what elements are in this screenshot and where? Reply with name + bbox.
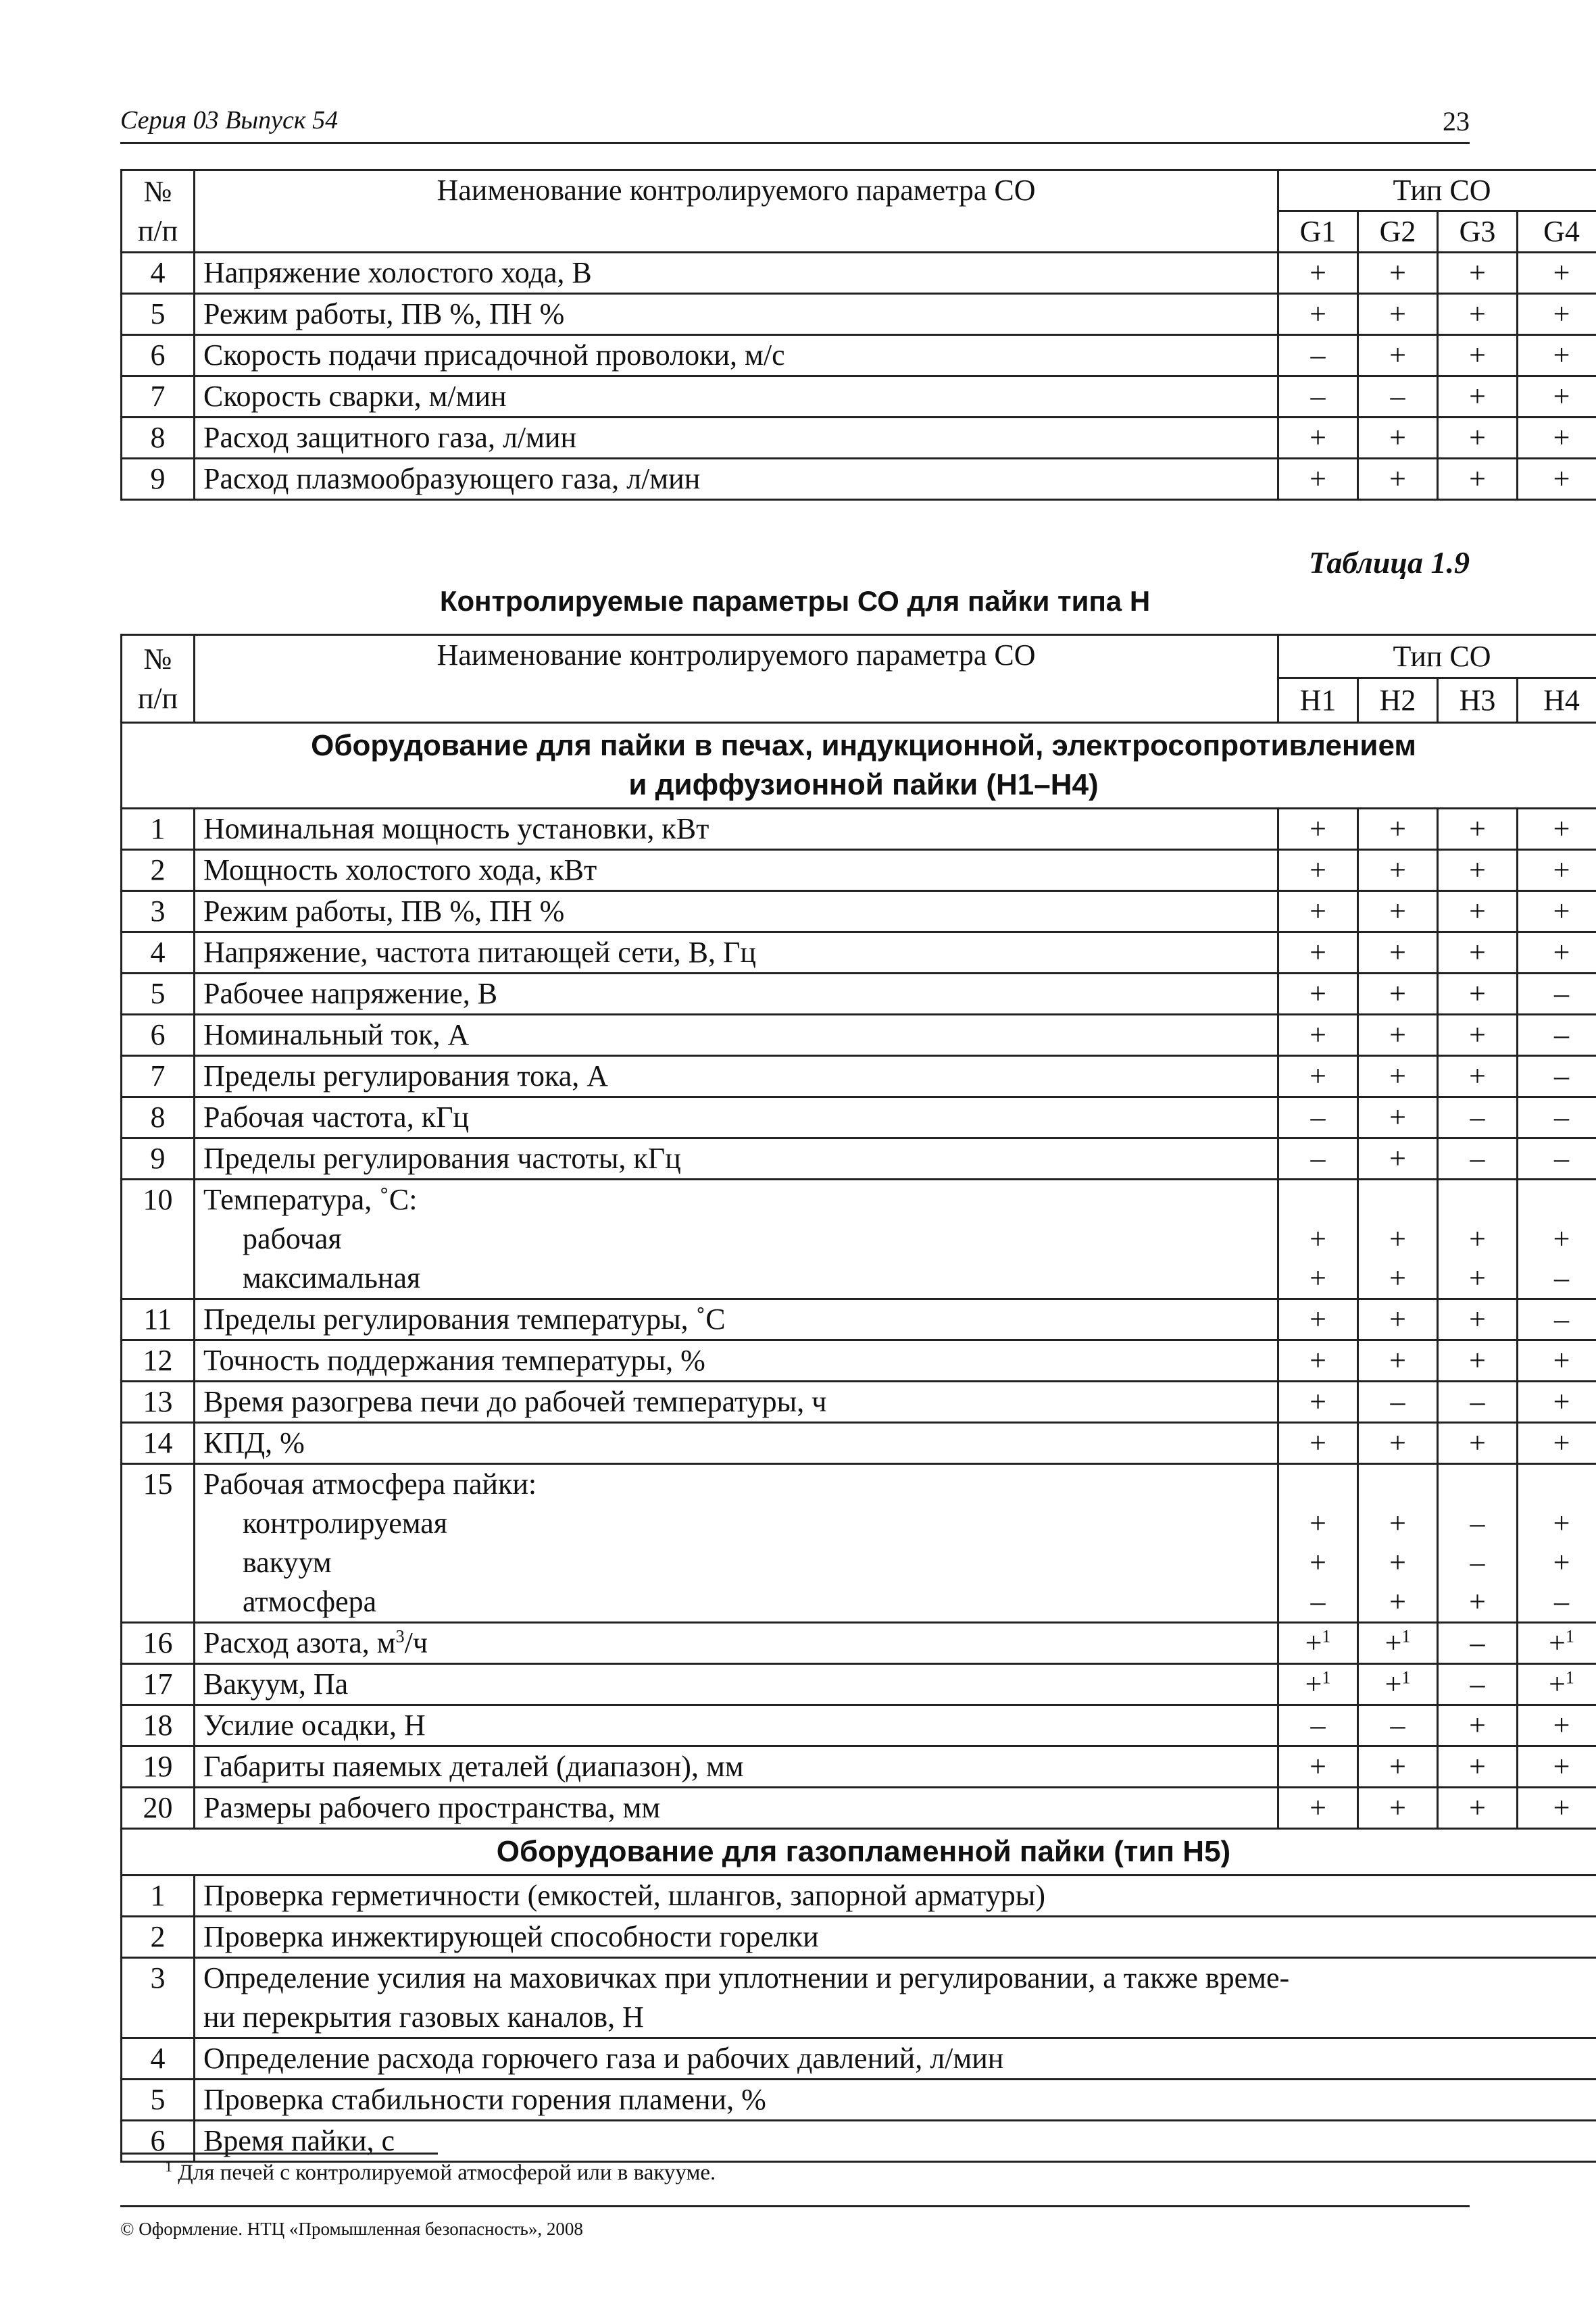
mark-cell: + (1438, 335, 1518, 376)
mark-cell: + (1438, 459, 1518, 500)
mark-cell: – (1438, 1623, 1518, 1664)
mark-cell: – (1278, 376, 1358, 418)
table-row (122, 294, 1596, 335)
mark-cell: + (1358, 253, 1438, 294)
header-param-name: Наименование контролируемого параметра СО (195, 635, 1278, 723)
table-row (122, 1015, 1596, 1056)
mark-cell: + (1518, 809, 1596, 850)
mark-cell: +$^1$ (1358, 1623, 1438, 1664)
row-param-name: Режим работы, ПВ %, ПН % (195, 891, 1278, 932)
mark-cell: + (1358, 418, 1438, 459)
row-number: 6 (122, 335, 195, 376)
mark-cell: – (1278, 1705, 1358, 1746)
mark-cell: – (1518, 1138, 1596, 1180)
row-number: 11 (122, 1299, 195, 1340)
mark-cell: + (1358, 1340, 1438, 1382)
type-g3: G3 (1438, 211, 1518, 253)
table-row (122, 1299, 1596, 1340)
row-number: 15 (122, 1464, 195, 1623)
mark-cell: + (1358, 1097, 1438, 1138)
mark-cell: + (1518, 1423, 1596, 1464)
mark-cell: – (1358, 1705, 1438, 1746)
mark-cell: – (1518, 1097, 1596, 1138)
row-number: 7 (122, 376, 195, 418)
mark-cell: – (1278, 335, 1358, 376)
mark-cell: + (1278, 1788, 1358, 1829)
row-param-name: Определение расхода горючего газа и рабочих давлений, л/мин (195, 2038, 1596, 2080)
table-row (122, 459, 1596, 500)
row-number: 8 (122, 1097, 195, 1138)
row-param-name: Проверка инжектирующей способности горелки (195, 1917, 1596, 1958)
mark-cell: + (1358, 974, 1438, 1015)
table-row (122, 418, 1596, 459)
row-param-name: Рабочее напряжение, В (195, 974, 1278, 1015)
mark-cell: + (1438, 1056, 1518, 1097)
row-number: 10 (122, 1180, 195, 1299)
mark-cell: + (1518, 1746, 1596, 1788)
table-row (122, 809, 1596, 850)
mark-cell: + (1358, 1746, 1438, 1788)
mark-cell: + (1358, 1015, 1438, 1056)
row-param-name: Номинальный ток, А (195, 1015, 1278, 1056)
row-param-name: Напряжение холостого хода, В (195, 253, 1278, 294)
mark-cell: + (1518, 1340, 1596, 1382)
mark-cell: + – (1518, 1180, 1596, 1299)
mark-cell: + (1438, 1788, 1518, 1829)
mark-cell: + (1278, 932, 1358, 974)
header-type: Тип СО (1278, 635, 1596, 678)
row-param-name: Расход плазмообразующего газа, л/мин (195, 459, 1278, 500)
mark-cell: + (1518, 850, 1596, 891)
row-number: 5 (122, 974, 195, 1015)
page-number: 23 (1443, 106, 1470, 136)
table-row (122, 376, 1596, 418)
mark-cell: + (1518, 1705, 1596, 1746)
row-param-name: Рабочая атмосфера пайки: контролируемая вакуум атмосфера (195, 1464, 1278, 1623)
mark-cell: + (1438, 1423, 1518, 1464)
table-row (122, 1788, 1596, 1829)
mark-cell: + (1358, 459, 1438, 500)
mark-cell: + (1438, 850, 1518, 891)
row-param-name: Расход защитного газа, л/мин (195, 418, 1278, 459)
mark-cell: + (1518, 294, 1596, 335)
table-row (122, 932, 1596, 974)
footer-rule (120, 2205, 1470, 2207)
table-row (122, 253, 1596, 294)
mark-cell: + (1278, 1382, 1358, 1423)
type-g1: G1 (1278, 211, 1358, 253)
mark-cell: + (1278, 1299, 1358, 1340)
type-g2: G2 (1358, 211, 1438, 253)
header-param-name: Наименование контролируемого параметра СО (195, 170, 1278, 253)
mark-cell: + (1438, 376, 1518, 418)
type-h3: Н3 (1438, 678, 1518, 723)
row-number: 4 (122, 2038, 195, 2080)
table-row (122, 1340, 1596, 1382)
row-number: 7 (122, 1056, 195, 1097)
mark-cell: + (1278, 418, 1358, 459)
table-row (122, 1382, 1596, 1423)
mark-cell: + (1518, 932, 1596, 974)
row-param-name: Время разогрева печи до рабочей температуры, ч (195, 1382, 1278, 1423)
table-row (122, 2080, 1596, 2121)
mark-cell: + (1438, 932, 1518, 974)
row-param-name: Вакуум, Па (195, 1664, 1278, 1705)
mark-cell: +$^1$ (1358, 1664, 1438, 1705)
row-param-name: Рабочая частота, кГц (195, 1097, 1278, 1138)
footnote-rule (120, 2153, 438, 2155)
table-row (122, 891, 1596, 932)
mark-cell: + (1278, 974, 1358, 1015)
row-param-name: Расход азота, $м^3/ч$ (195, 1623, 1278, 1664)
table-row (122, 2121, 1596, 2162)
page-header (120, 101, 1470, 144)
mark-cell: + (1278, 1340, 1358, 1382)
row-number: 9 (122, 1138, 195, 1180)
mark-cell: + (1358, 1788, 1438, 1829)
row-param-name: Точность поддержания температуры, % (195, 1340, 1278, 1382)
mark-cell: – (1278, 1138, 1358, 1180)
row-param-name: Режим работы, ПВ %, ПН % (195, 294, 1278, 335)
row-param-name: Мощность холостого хода, кВт (195, 850, 1278, 891)
mark-cell: +$^1$ (1278, 1623, 1358, 1664)
type-h2: Н2 (1358, 678, 1438, 723)
footnote: $^1$ Для печей с контролируемой атмосферой или в вакууме. (165, 2158, 716, 2185)
mark-cell: + + (1278, 1180, 1358, 1299)
row-param-name: Номинальная мощность установки, кВт (195, 809, 1278, 850)
mark-cell: + (1438, 974, 1518, 1015)
mark-cell: + (1438, 1705, 1518, 1746)
row-param-name: Определение усилия на маховичках при уплотнении и регулировании, а также време- ни перекрытия газовых каналов, Н (195, 1958, 1596, 2038)
mark-cell: + (1438, 1340, 1518, 1382)
mark-cell: – (1438, 1097, 1518, 1138)
header-num: № п/п (122, 170, 195, 253)
mark-cell: + (1518, 891, 1596, 932)
mark-cell: – (1278, 1097, 1358, 1138)
table-row (122, 1138, 1596, 1180)
type-h1: Н1 (1278, 678, 1358, 723)
row-number: 13 (122, 1382, 195, 1423)
mark-cell: + (1438, 294, 1518, 335)
table-row (122, 2038, 1596, 2080)
mark-cell: + (1438, 809, 1518, 850)
mark-cell: + (1358, 932, 1438, 974)
mark-cell: + (1278, 459, 1358, 500)
table-row (122, 1423, 1596, 1464)
row-number: 6 (122, 1015, 195, 1056)
mark-cell: – (1438, 1664, 1518, 1705)
row-param-name: Скорость сварки, м/мин (195, 376, 1278, 418)
mark-cell: + (1438, 253, 1518, 294)
row-number: 20 (122, 1788, 195, 1829)
row-param-name: Пределы регулирования тока, А (195, 1056, 1278, 1097)
mark-cell: + (1278, 809, 1358, 850)
mark-cell: – (1358, 1382, 1438, 1423)
row-param-name: Усилие осадки, Н (195, 1705, 1278, 1746)
mark-cell: + (1358, 1423, 1438, 1464)
mark-cell: + (1278, 294, 1358, 335)
row-number: 1 (122, 1876, 195, 1917)
row-param-name: Скорость подачи присадочной проволоки, м/с (195, 335, 1278, 376)
mark-cell: +$^1$ (1518, 1664, 1596, 1705)
row-number: 12 (122, 1340, 195, 1382)
mark-cell: + (1518, 253, 1596, 294)
row-number: 2 (122, 1917, 195, 1958)
mark-cell: + (1518, 418, 1596, 459)
mark-cell: + (1438, 1746, 1518, 1788)
type-g4: G4 (1518, 211, 1596, 253)
mark-cell: + (1438, 418, 1518, 459)
row-param-name: Пределы регулирования температуры, ˚С (195, 1299, 1278, 1340)
mark-cell: + + – (1518, 1464, 1596, 1623)
row-number: 19 (122, 1746, 195, 1788)
series-label: Серия 03 Выпуск 54 (120, 106, 339, 134)
row-number: 8 (122, 418, 195, 459)
mark-cell: +$^1$ (1518, 1623, 1596, 1664)
row-param-name: КПД, % (195, 1423, 1278, 1464)
section-heading: Оборудование для пайки в печах, индукционной, электросопротивлением и диффузионной пайки (Н1–Н4) (122, 723, 1596, 809)
mark-cell: + (1358, 1299, 1438, 1340)
row-param-name: Напряжение, частота питающей сети, В, Гц (195, 932, 1278, 974)
mark-cell: – (1518, 1299, 1596, 1340)
mark-cell: – (1518, 974, 1596, 1015)
row-number: 4 (122, 932, 195, 974)
section-heading: Оборудование для газопламенной пайки (тип Н5) (122, 1829, 1596, 1876)
table-row (122, 335, 1596, 376)
mark-cell: – (1438, 1382, 1518, 1423)
table-row (122, 974, 1596, 1015)
mark-cell: + (1278, 1056, 1358, 1097)
mark-cell: + (1358, 1138, 1438, 1180)
row-number: 16 (122, 1623, 195, 1664)
mark-cell: + (1358, 335, 1438, 376)
mark-cell: + (1518, 335, 1596, 376)
row-number: 1 (122, 809, 195, 850)
mark-cell: + (1518, 459, 1596, 500)
row-number: 17 (122, 1664, 195, 1705)
copyright: © Оформление. НТЦ «Промышленная безопасность», 2008 (120, 2219, 583, 2239)
mark-cell: + (1518, 1788, 1596, 1829)
mark-cell: + (1518, 376, 1596, 418)
row-param-name: Проверка герметичности (емкостей, шлангов, запорной арматуры) (195, 1876, 1596, 1917)
row-number: 2 (122, 850, 195, 891)
table-row (122, 1958, 1596, 2038)
table-row (122, 1876, 1596, 1917)
row-number: 3 (122, 1958, 195, 2038)
mark-cell: + (1358, 294, 1438, 335)
row-number: 14 (122, 1423, 195, 1464)
row-param-name: Пределы регулирования частоты, кГц (195, 1138, 1278, 1180)
mark-cell: + (1278, 891, 1358, 932)
row-number: 5 (122, 294, 195, 335)
row-number: 9 (122, 459, 195, 500)
table-row (122, 850, 1596, 891)
mark-cell: + (1518, 1382, 1596, 1423)
mark-cell: – (1518, 1015, 1596, 1056)
row-param-name: Проверка стабильности горения пламени, % (195, 2080, 1596, 2121)
mark-cell: + (1278, 1015, 1358, 1056)
mark-cell: + + (1358, 1180, 1438, 1299)
mark-cell: + + – (1278, 1464, 1358, 1623)
mark-cell: + + (1438, 1180, 1518, 1299)
mark-cell: + (1438, 1015, 1518, 1056)
mark-cell: + (1358, 1056, 1438, 1097)
mark-cell: + (1278, 1746, 1358, 1788)
mark-cell: + (1278, 850, 1358, 891)
table-caption: Таблица 1.9 (1308, 545, 1470, 580)
header-num: № п/п (122, 635, 195, 723)
mark-cell: + (1278, 1423, 1358, 1464)
row-param-name: Размеры рабочего пространства, мм (195, 1788, 1278, 1829)
table-row (122, 1705, 1596, 1746)
mark-cell: + (1278, 253, 1358, 294)
table-soldering-params (120, 634, 1596, 2163)
mark-cell: + + + (1358, 1464, 1438, 1623)
mark-cell: + (1438, 1299, 1518, 1340)
mark-cell: + (1438, 891, 1518, 932)
row-number: 5 (122, 2080, 195, 2121)
row-param-name: Температура, ˚С: рабочая максимальная (195, 1180, 1278, 1299)
mark-cell: – – + (1438, 1464, 1518, 1623)
table-row (122, 1746, 1596, 1788)
mark-cell: + (1358, 850, 1438, 891)
table-row (122, 1917, 1596, 1958)
row-number: 6 (122, 2121, 195, 2162)
row-number: 4 (122, 253, 195, 294)
mark-cell: – (1438, 1138, 1518, 1180)
row-param-name: Габариты паяемых деталей (диапазон), мм (195, 1746, 1278, 1788)
table-row (122, 1097, 1596, 1138)
row-number: 3 (122, 891, 195, 932)
header-type: Тип СО (1278, 170, 1596, 211)
mark-cell: – (1518, 1056, 1596, 1097)
table-row (122, 1056, 1596, 1097)
mark-cell: + (1358, 809, 1438, 850)
table-welding-params (120, 169, 1596, 501)
row-param-name: Время пайки, с (195, 2121, 1596, 2162)
row-number: 18 (122, 1705, 195, 1746)
mark-cell: – (1358, 376, 1438, 418)
mark-cell: + (1358, 891, 1438, 932)
type-h4: Н4 (1518, 678, 1596, 723)
table-title: Контролируемые параметры СО для пайки типа Н (439, 585, 1151, 617)
mark-cell: +$^1$ (1278, 1664, 1358, 1705)
